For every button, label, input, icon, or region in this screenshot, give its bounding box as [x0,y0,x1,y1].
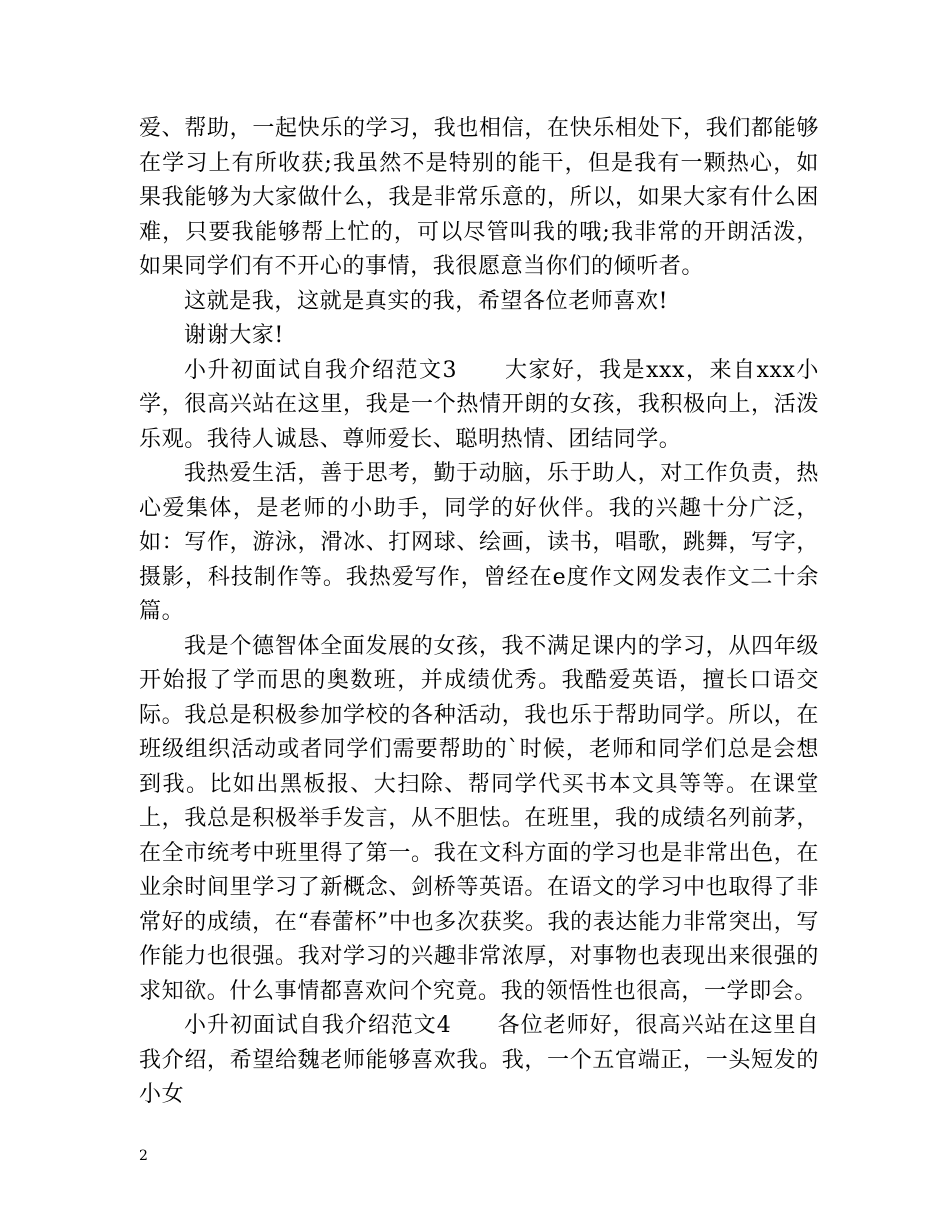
paragraph-7: 小升初面试自我介绍范文4 各位老师好，很高兴站在这里自我介绍，希望给魏老师能够喜欢我。我，一个五官端正，一头短发的小女 [139,1013,819,1107]
paragraph-3: 谢谢大家! [184,323,284,348]
paragraph-5: 我热爱生活，善于思考，勤于动脑，乐于助人，对工作负责，热心爱集体，是老师的小助手，同学的好伙伴。我的兴趣十分广泛，如：写作，游泳，滑冰、打网球、绘画，读书，唱歌，跳舞，写字，摄影，科技制作等。我热爱写作，曾经在e度作文网发表作文二十余篇。 [139,461,819,624]
page-number: 2 [139,1148,148,1164]
paragraph-6: 我是个德智体全面发展的女孩，我不满足课内的学习，从四年级开始报了学而思的奥数班，并成绩优秀。我酷爱英语，擅长口语交际。我总是积极参加学校的各种活动，我也乐于帮助同学。所以，在班级组织活动或者同学们需要帮助的`时候，老师和同学们总是会想到我。比如出黑板报、大扫除、帮同学代买书本文具等等。在课堂上，我总是积极举手发言，从不胆怯。在班里，我的成绩名列前茅，在全市统考中班里得了第一。我在文科方面的学习也是非常出色，在业余时间里学习了新概念、剑桥等英语。在语文的学习中也取得了非常好的成绩，在“春蕾杯”中也多次获奖。我的表达能力非常突出，写作能力也很强。我对学习的兴趣非常浓厚，对事物也表现出来很强的求知欲。什么事情都喜欢问个究竟。我的领悟性也很高，一学即会。 [139,633,819,1004]
document-body [139,112,819,1113]
paragraph-4: 小升初面试自我介绍范文3 大家好，我是xxx，来自xxx小学，很高兴站在这里，我是一个热情开朗的女孩，我积极向上，活泼乐观。我待人诚恳、尊师爱长、聪明热情、团结同学。 [139,357,819,452]
paragraph-2: 这就是我，这就是真实的我，希望各位老师喜欢! [184,288,669,314]
paragraph-1: 爱、帮助，一起快乐的学习，我也相信，在快乐相处下，我们都能够在学习上有所收获;我虽然不是特别的能干，但是我有一颗热心，如果我能够为大家做什么，我是非常乐意的，所以，如果大家有什么困难，只要我能够帮上忙的，可以尽管叫我的哦;我非常的开朗活泼，如果同学们有不开心的事情，我很愿意当你们的倾听者。 [139,116,819,279]
